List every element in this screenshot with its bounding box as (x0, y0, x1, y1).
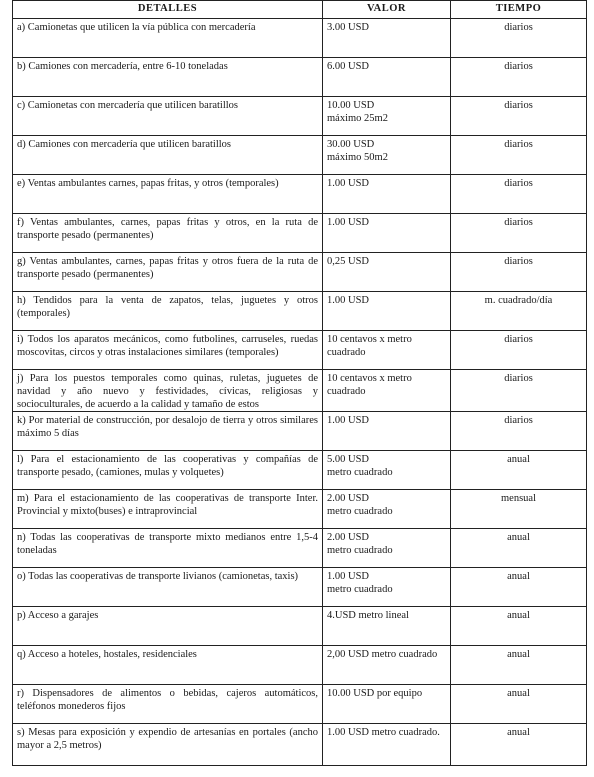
detail-cell: a) Camionetas que utilicen la vía pública con mercadería (13, 19, 323, 58)
table-row (13, 292, 587, 331)
time-cell: diarios (451, 136, 587, 175)
value-cell: 10.00 USD máximo 25m2 (323, 97, 451, 136)
value-cell: 2,00 USD metro cuadrado (323, 646, 451, 685)
detail-cell: p) Acceso a garajes (13, 607, 323, 646)
value-cell: 6.00 USD (323, 58, 451, 97)
time-cell: anual (451, 685, 587, 724)
detail-cell: m) Para el estacionamiento de las cooperativas de transporte Inter. Provincial y mixto(buses) e intraprovincial (13, 490, 323, 529)
detail-cell: k) Por material de construcción, por desalojo de tierra y otros similares máximo 5 días (13, 412, 323, 451)
value-cell: 5.00 USD metro cuadrado (323, 451, 451, 490)
detail-cell: s) Mesas para exposición y expendio de artesanías en portales (ancho mayor a 2,5 metros) (13, 724, 323, 766)
value-cell: 1.00 USD (323, 175, 451, 214)
table-row (13, 607, 587, 646)
table-body (13, 19, 587, 766)
time-cell: diarios (451, 97, 587, 136)
time-cell: diarios (451, 412, 587, 451)
value-cell: 30.00 USD máximo 50m2 (323, 136, 451, 175)
value-cell: 2.00 USD metro cuadrado (323, 490, 451, 529)
header-valor: VALOR (323, 1, 451, 19)
time-cell: anual (451, 646, 587, 685)
value-cell: 1.00 USD (323, 412, 451, 451)
value-cell: 3.00 USD (323, 19, 451, 58)
header-tiempo: TIEMPO (451, 1, 587, 19)
header-row (13, 1, 587, 19)
time-cell: anual (451, 568, 587, 607)
value-cell: 1.00 USD (323, 214, 451, 253)
detail-cell: g) Ventas ambulantes, carnes, papas fritas y otros fuera de la ruta de transporte pesado (permanentes) (13, 253, 323, 292)
time-cell: diarios (451, 370, 587, 412)
value-cell: 2.00 USD metro cuadrado (323, 529, 451, 568)
value-cell: 0,25 USD (323, 253, 451, 292)
detail-cell: l) Para el estacionamiento de las cooperativas y compañías de transporte pesado, (camiones, mulas y volquetes) (13, 451, 323, 490)
time-cell: diarios (451, 253, 587, 292)
table-row (13, 331, 587, 370)
time-cell: diarios (451, 58, 587, 97)
value-cell: 10 centavos x metro cuadrado (323, 370, 451, 412)
detail-cell: o) Todas las cooperativas de transporte livianos (camionetas, taxis) (13, 568, 323, 607)
table-row (13, 685, 587, 724)
table-row (13, 529, 587, 568)
table-row (13, 490, 587, 529)
table-row (13, 19, 587, 58)
time-cell: diarios (451, 19, 587, 58)
time-cell: anual (451, 529, 587, 568)
time-cell: mensual (451, 490, 587, 529)
table-row (13, 97, 587, 136)
value-cell: 10.00 USD por equipo (323, 685, 451, 724)
table-row (13, 136, 587, 175)
detail-cell: j) Para los puestos temporales como quinas, ruletas, juguetes de navidad y año nuevo y festividades, cívicas, religiosas y socioculturales, de acuerdo a la calidad y tamaño de estos (13, 370, 323, 412)
detail-cell: e) Ventas ambulantes carnes, papas fritas, y otros (temporales) (13, 175, 323, 214)
detail-cell: q) Acceso a hoteles, hostales, residenciales (13, 646, 323, 685)
detail-cell: r) Dispensadores de alimentos o bebidas, cajeros automáticos, teléfonos monederos fijos (13, 685, 323, 724)
time-cell: anual (451, 607, 587, 646)
table-row (13, 451, 587, 490)
table-row (13, 253, 587, 292)
time-cell: anual (451, 451, 587, 490)
value-cell: 10 centavos x metro cuadrado (323, 331, 451, 370)
table-row (13, 724, 587, 766)
time-cell: diarios (451, 175, 587, 214)
table-row (13, 175, 587, 214)
detail-cell: d) Camiones con mercadería que utilicen baratillos (13, 136, 323, 175)
value-cell: 1.00 USD (323, 292, 451, 331)
table-row (13, 58, 587, 97)
time-cell: m. cuadrado/día (451, 292, 587, 331)
tariff-table (12, 0, 587, 766)
table-row (13, 646, 587, 685)
time-cell: diarios (451, 214, 587, 253)
value-cell: 4.USD metro lineal (323, 607, 451, 646)
detail-cell: f) Ventas ambulantes, carnes, papas fritas y otros, en la ruta de transporte pesado (permanentes) (13, 214, 323, 253)
table-row (13, 568, 587, 607)
detail-cell: h) Tendidos para la venta de zapatos, telas, juguetes y otros (temporales) (13, 292, 323, 331)
value-cell: 1.00 USD metro cuadrado. (323, 724, 451, 766)
detail-cell: b) Camiones con mercadería, entre 6-10 toneladas (13, 58, 323, 97)
detail-cell: c) Camionetas con mercadería que utilicen baratillos (13, 97, 323, 136)
time-cell: anual (451, 724, 587, 766)
detail-cell: i) Todos los aparatos mecánicos, como futbolines, carruseles, ruedas moscovitas, circos y otras instalaciones similares (temporales) (13, 331, 323, 370)
value-cell: 1.00 USD metro cuadrado (323, 568, 451, 607)
header-detalles: DETALLES (13, 1, 323, 19)
detail-cell: n) Todas las cooperativas de transporte mixto medianos entre 1,5-4 toneladas (13, 529, 323, 568)
time-cell: diarios (451, 331, 587, 370)
table-row (13, 412, 587, 451)
table-row (13, 370, 587, 412)
table-row (13, 214, 587, 253)
